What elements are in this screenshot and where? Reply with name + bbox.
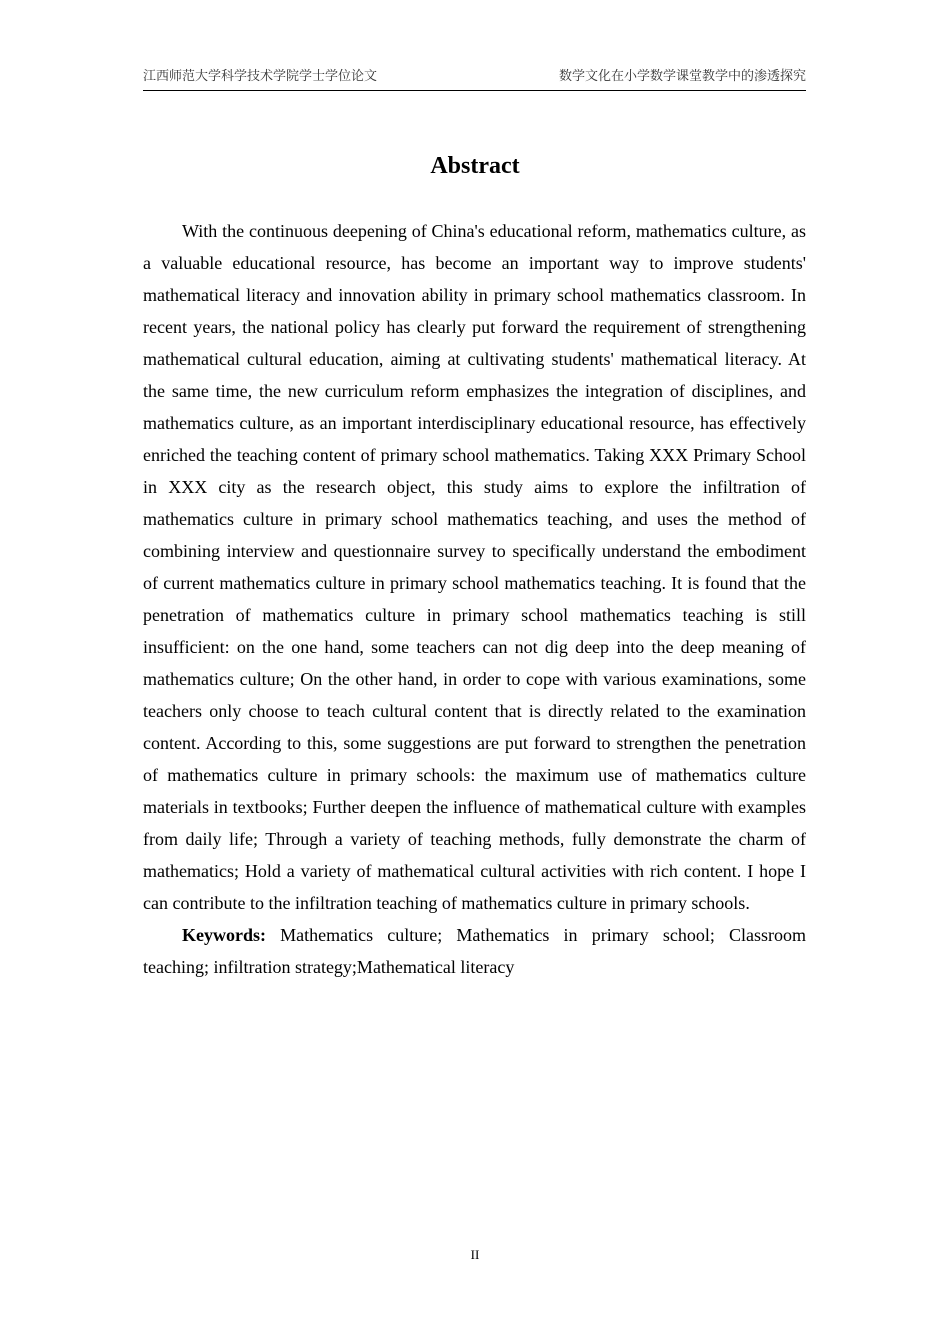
abstract-title: Abstract — [430, 153, 520, 179]
abstract-body — [143, 215, 806, 983]
keywords-paragraph — [143, 919, 806, 983]
keywords-label: Keywords: — [182, 925, 266, 945]
page-number: II — [470, 1247, 480, 1262]
header-university-thesis: 江西师范大学科学技术学院学士学位论文 — [143, 69, 378, 84]
keywords-list: Mathematics culture; Mathematics in primary school; Classroom teaching; infiltration strategy;Mathematical literacy — [143, 925, 806, 977]
running-header — [143, 68, 806, 91]
abstract-paragraph: With the continuous deepening of China's educational reform, mathematics culture, as a valuable educational resource, has become an important way to improve students' mathematical literacy and innovation ability in primary school mathematics classroom. In recent years, the national policy has clearly put forward the requirement of strengthening mathematical cultural education, aiming at cultivating students' mathematical literacy. At the same time, the new curriculum reform emphasizes the integration of disciplines, and mathematics culture, as an important interdisciplinary educational resource, has effectively enriched the teaching content of primary school mathematics. Taking XXX Primary School in XXX city as the research object, this study aims to explore the infiltration of mathematics culture in primary school mathematics teaching, and uses the method of combining interview and questionnaire survey to specifically understand the embodiment of current mathematics culture in primary school mathematics teaching. It is found that the penetration of mathematics culture in primary school mathematics teaching is still insufficient: on the one hand, some teachers can not dig deep into the deep meaning of mathematics culture; On the other hand, in order to cope with various examinations, some teachers only choose to teach cultural content that is directly related to the examination content. According to this, some suggestions are put forward to strengthen the penetration of mathematics culture in primary schools: the maximum use of mathematics culture materials in textbooks; Further deepen the influence of mathematical culture with examples from daily life; Through a variety of teaching methods, fully demonstrate the charm of mathematics; Hold a variety of mathematical cultural activities with rich content. I hope I can contribute to the infiltration teaching of mathematics culture in primary schools. — [143, 221, 806, 913]
header-thesis-title: 数学文化在小学数学课堂教学中的渗透探究 — [558, 69, 806, 84]
